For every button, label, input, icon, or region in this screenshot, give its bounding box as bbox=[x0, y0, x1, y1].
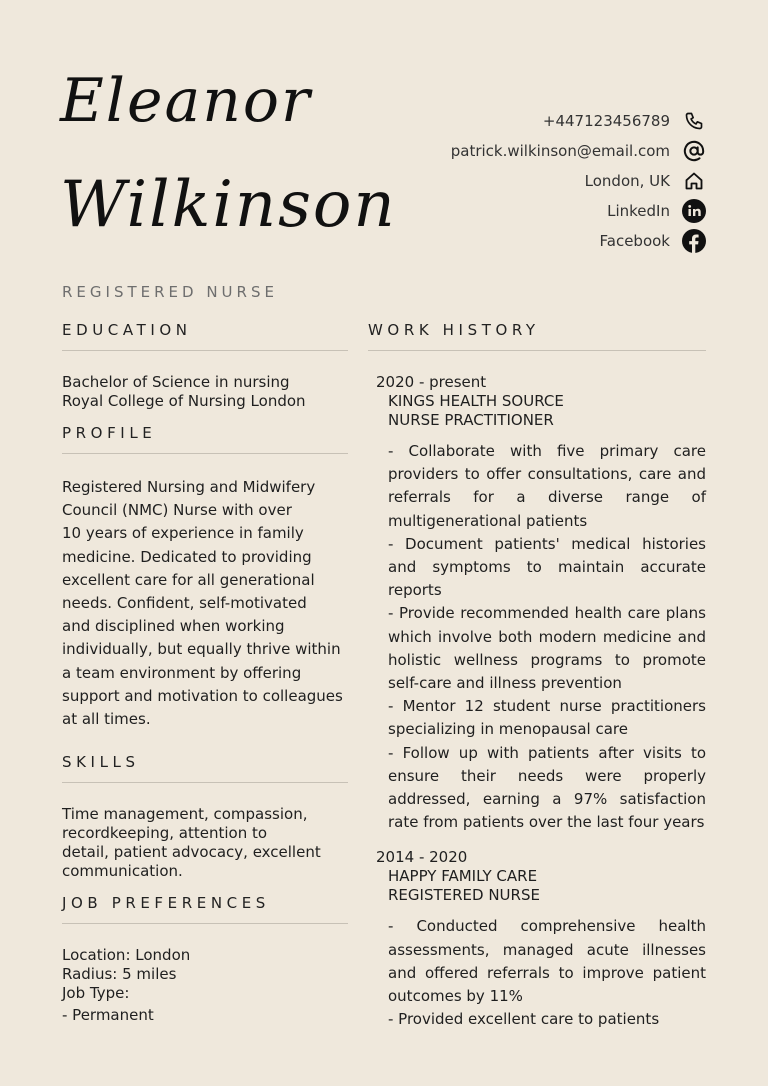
location-text: London, UK bbox=[584, 172, 670, 190]
profile-line: Registered Nursing and Midwifery bbox=[62, 478, 316, 496]
at-icon bbox=[682, 139, 706, 163]
right-column bbox=[368, 321, 706, 1031]
skills-line: communication. bbox=[62, 862, 183, 881]
work-history-heading: WORK HISTORY bbox=[368, 321, 706, 351]
job-entry bbox=[368, 351, 706, 834]
phone-text: +447123456789 bbox=[542, 112, 670, 130]
email-text: patrick.wilkinson@email.com bbox=[450, 142, 670, 160]
facebook-text: Facebook bbox=[599, 232, 670, 250]
profile-line: a team environment by offering bbox=[62, 663, 302, 682]
contact-facebook[interactable] bbox=[346, 226, 706, 256]
contact-location bbox=[346, 166, 706, 196]
job-bullet: - Provided excellent care to patients bbox=[388, 1010, 660, 1029]
job-preferences-body bbox=[62, 924, 348, 1038]
job-title: REGISTERED NURSE bbox=[62, 283, 278, 301]
profile-heading: PROFILE bbox=[62, 424, 348, 454]
home-icon bbox=[682, 169, 706, 193]
facebook-icon bbox=[682, 229, 706, 253]
job-bullet: - Follow up with patients after visits to ensure their needs were properly addressed, earning a 97% satisfaction rate from patients over the last four years bbox=[388, 743, 706, 832]
contact-phone[interactable] bbox=[346, 106, 706, 136]
education-line: Bachelor of Science in nursing bbox=[62, 373, 290, 391]
last-name: Wilkinson bbox=[60, 168, 397, 242]
job-bullet: - Mentor 12 student nurse practitioners specializing in menopausal care bbox=[388, 697, 706, 739]
profile-line: support and motivation to colleagues bbox=[62, 686, 343, 705]
skills-line: Time management, compassion, bbox=[62, 805, 308, 824]
profile-line: and disciplined when working bbox=[62, 617, 285, 636]
phone-icon bbox=[682, 109, 706, 133]
job-role: NURSE PRACTITIONER bbox=[388, 411, 554, 429]
education-line: Royal College of Nursing London bbox=[62, 392, 306, 410]
job-bullet: - Collaborate with five primary care providers to offer consultations, care and referrals for a diverse range of multigenerational patients bbox=[388, 442, 706, 530]
job-bullet: - Conducted comprehensive health assessments, managed acute illnesses and offered referrals to improve patient outcomes by 11% bbox=[388, 917, 706, 1006]
contact-email[interactable] bbox=[346, 136, 706, 166]
profile-line: at all times. bbox=[62, 710, 151, 729]
profile-line: 10 years of experience in family bbox=[62, 524, 304, 543]
left-column bbox=[62, 321, 348, 1038]
profile-line: Council (NMC) Nurse with over bbox=[62, 501, 292, 520]
education-body bbox=[62, 351, 348, 424]
job-bullet: - Document patients' medical histories and symptoms to maintain accurate reports bbox=[388, 534, 706, 600]
first-name: Eleanor bbox=[60, 66, 312, 136]
job-role: REGISTERED NURSE bbox=[388, 886, 540, 905]
job-entry bbox=[368, 834, 706, 1031]
skills-heading: SKILLS bbox=[62, 753, 348, 783]
job-company: HAPPY FAMILY CARE bbox=[388, 867, 538, 886]
skills-body bbox=[62, 783, 348, 894]
profile-line: medicine. Dedicated to providing bbox=[62, 547, 312, 566]
profile-line: individually, but equally thrive within bbox=[62, 640, 341, 659]
preference-line: Job Type: bbox=[62, 984, 130, 1003]
job-dates: 2014 - 2020 bbox=[376, 848, 468, 867]
profile-body bbox=[62, 454, 348, 753]
linkedin-text: LinkedIn bbox=[607, 202, 670, 220]
skills-line: detail, patient advocacy, excellent bbox=[62, 843, 321, 862]
preference-line: Radius: 5 miles bbox=[62, 965, 177, 984]
job-company: KINGS HEALTH SOURCE bbox=[388, 392, 564, 410]
job-dates: 2020 - present bbox=[376, 373, 487, 391]
profile-line: needs. Confident, self-motivated bbox=[62, 594, 307, 613]
profile-line: excellent care for all generational bbox=[62, 570, 315, 589]
contact-linkedin[interactable] bbox=[346, 196, 706, 226]
job-bullet: - Provide recommended health care plans which involve both modern medicine and holistic wellness programs to promote self-care and illness prevention bbox=[388, 604, 706, 693]
education-heading: EDUCATION bbox=[62, 321, 348, 351]
job-preferences-heading: JOB PREFERENCES bbox=[62, 894, 348, 924]
linkedin-icon bbox=[682, 199, 706, 223]
preference-line: Location: London bbox=[62, 946, 191, 965]
skills-line: recordkeeping, attention to bbox=[62, 824, 268, 843]
contact-list bbox=[346, 106, 706, 256]
preference-line: - Permanent bbox=[62, 1006, 154, 1025]
